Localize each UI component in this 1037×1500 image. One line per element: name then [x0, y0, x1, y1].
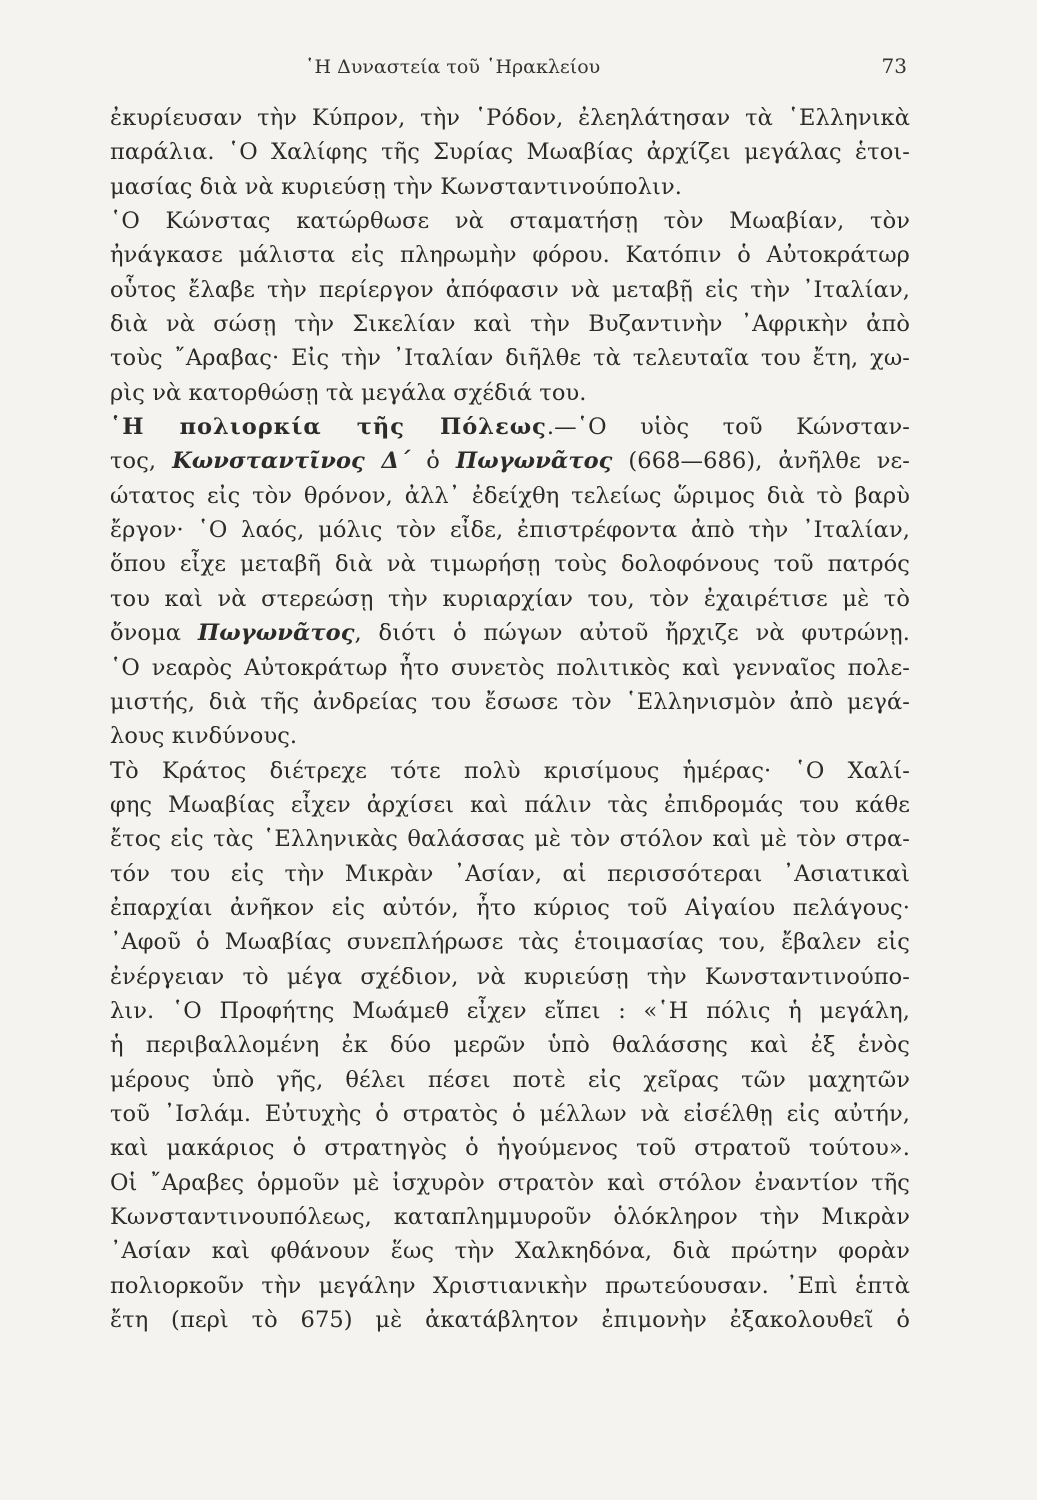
text-line	[110, 238, 910, 272]
text-segment: .—῾Ο υἱὸς τοῦ Κώνσταν-	[546, 414, 910, 441]
text-line	[110, 273, 910, 307]
text-line	[110, 582, 910, 616]
text-line	[110, 1269, 910, 1303]
text-line	[110, 341, 910, 375]
text-segment: μασίας διὰ νὰ κυριεύσῃ τὴν Κωνσταντινούπολιν.	[110, 173, 682, 200]
text-segment: ὁ	[410, 448, 456, 475]
text-segment: φης Μωαβίας εἶχεν ἀρχίσει καὶ πάλιν τὰς ἐπιδρομάς του κάθε	[110, 791, 910, 818]
text-segment: ἐνέργειαν τὸ μέγα σχέδιον, νὰ κυριεύσῃ τὴν Κωνσταντινούπο-	[110, 963, 910, 990]
emphasized-name: Κωνσταντῖνος Δ΄	[172, 448, 411, 475]
text-segment: οὗτος ἔλαβε τὴν περίεργον ἀπόφασιν νὰ μεταβῇ εἰς τὴν ᾿Ιταλίαν,	[110, 276, 910, 303]
text-segment: παράλια. ῾Ο Χαλίφης τῆς Συρίας Μωαβίας ἀρχίζει μεγάλας ἑτοι-	[110, 139, 910, 166]
text-line	[110, 754, 910, 788]
text-line	[110, 376, 910, 410]
text-segment: Οἱ ῎Αραβες ὁρμοῦν μὲ ἰσχυρὸν στρατὸν καὶ στόλον ἐναντίον τῆς	[110, 1169, 910, 1196]
text-line	[110, 513, 910, 547]
emphasized-name: Πωγωνᾶτος	[197, 620, 355, 647]
text-segment: ὄνομα	[110, 620, 198, 647]
text-segment: ἔργον· ῾Ο λαός, μόλις τὸν εἶδε, ἐπιστρέφοντα ἀπὸ τὴν ᾿Ιταλίαν,	[110, 517, 910, 544]
text-segment: (668—686), ἀνῆλθε νε-	[612, 448, 910, 475]
text-segment: ῾Ο Κώνστας κατώρθωσε νὰ σταματήσῃ τὸν Μωαβίαν, τὸν	[110, 208, 910, 235]
text-line	[110, 479, 910, 513]
text-segment: διὰ νὰ σώσῃ τὴν Σικελίαν καὶ τὴν Βυζαντινὴν ᾿Αφρικὴν ἀπὸ	[110, 311, 910, 338]
text-segment: του καὶ νὰ στερεώσῃ τὴν κυριαρχίαν του, τὸν ἐχαιρέτισε μὲ τὸ	[110, 585, 910, 612]
text-segment: λους κινδύνους.	[110, 723, 298, 750]
text-segment: ἐπαρχίαι ἀνῆκον εἰς αὐτόν, ἦτο κύριος τοῦ Αἰγαίου πελάγους·	[110, 894, 910, 921]
body-text	[110, 101, 910, 1337]
text-segment: ρὶς νὰ κατορθώσῃ τὰ μεγάλα σχέδιά του.	[110, 379, 587, 406]
text-segment: , διότι ὁ πώγων αὐτοῦ ἤρχιζε νὰ φυτρώνῃ.	[354, 620, 910, 647]
text-line	[110, 616, 910, 650]
text-segment: πολιορκοῦν τὴν μεγάλην Χριστιανικὴν πρωτεύουσαν. ᾿Επὶ ἑπτὰ	[110, 1272, 910, 1299]
text-line	[110, 822, 910, 856]
text-segment: ώτατος εἰς τὸν θρόνον, ἀλλ᾿ ἐδείχθη τελείως ὥριμος διὰ τὸ βαρὺ	[110, 482, 910, 509]
section-heading: ῾Η πολιορκία τῆς Πόλεως	[110, 414, 547, 441]
text-segment: ἡ περιβαλλομένη ἐκ δύο μερῶν ὑπὸ θαλάσσης καὶ ἐξ ἑνὸς	[110, 1032, 910, 1059]
emphasized-name: Πωγωνᾶτος	[455, 448, 613, 475]
text-segment: ᾿Ασίαν καὶ φθάνουν ἕως τὴν Χαλκηδόνα, διὰ πρώτην φορὰν	[110, 1238, 910, 1265]
text-line	[110, 960, 910, 994]
text-line	[110, 1028, 910, 1062]
text-segment: τοὺς ῎Αραβας· Εἰς τὴν ᾿Ιταλίαν διῆλθε τὰ τελευταῖα του ἔτη, χω-	[110, 345, 910, 372]
text-segment: μέρους ὑπὸ γῆς, θέλει πέσει ποτὲ εἰς χεῖρας τῶν μαχητῶν	[110, 1066, 910, 1093]
text-segment: τοῦ ᾿Ισλάμ. Εὐτυχὴς ὁ στρατὸς ὁ μέλλων νὰ εἰσέλθῃ εἰς αὐτήν,	[110, 1100, 910, 1127]
running-head: ῾Η Δυναστεία τοῦ ῾Ηρακλείου	[305, 56, 601, 78]
text-segment: ὅπου εἶχε μεταβῆ διὰ νὰ τιμωρήσῃ τοὺς δολοφόνους τοῦ πατρός	[110, 551, 910, 578]
text-line	[110, 1200, 910, 1234]
text-line	[110, 1063, 910, 1097]
text-line	[110, 651, 910, 685]
text-segment: μιστής, διὰ τῆς ἀνδρείας του ἔσωσε τὸν ῾Ελληνισμὸν ἀπὸ μεγά-	[110, 688, 910, 715]
text-segment: ἔτος εἰς τὰς ῾Ελληνικὰς θαλάσσας μὲ τὸν στόλον καὶ μὲ τὸν στρα-	[110, 826, 910, 853]
text-line	[110, 994, 910, 1028]
text-line	[110, 204, 910, 238]
text-segment: λιν. ῾Ο Προφήτης Μωάμεθ εἶχεν εἴπει : «῾Η πόλις ἡ μεγάλη,	[110, 997, 910, 1024]
text-line	[110, 135, 910, 169]
page-number: 73	[881, 54, 907, 78]
text-line	[110, 1303, 910, 1337]
text-line	[110, 170, 910, 204]
text-segment: τόν του εἰς τὴν Μικρὰν ᾿Ασίαν, αἱ περισσότεραι ᾿Ασιατικαὶ	[110, 860, 910, 887]
text-line	[110, 410, 910, 444]
text-segment: καὶ μακάριος ὁ στρατηγὸς ὁ ἡγούμενος τοῦ στρατοῦ τούτου».	[110, 1135, 910, 1162]
text-line	[110, 1131, 910, 1165]
text-line	[110, 1097, 910, 1131]
text-line	[110, 891, 910, 925]
text-line	[110, 101, 910, 135]
text-line	[110, 925, 910, 959]
text-line	[110, 857, 910, 891]
text-line	[110, 788, 910, 822]
text-segment: ἐκυρίευσαν τὴν Κύπρον, τὴν ῾Ρόδον, ἐλεηλάτησαν τὰ ῾Ελληνικὰ	[110, 105, 910, 131]
text-line	[110, 444, 910, 478]
text-line	[110, 547, 910, 581]
text-line	[110, 685, 910, 719]
text-segment: ᾿Αφοῦ ὁ Μωαβίας συνεπλήρωσε τὰς ἑτοιμασίας του, ἔβαλεν εἰς	[110, 929, 910, 956]
text-segment: τος,	[110, 448, 173, 475]
text-line	[110, 1234, 910, 1268]
text-line	[110, 719, 910, 753]
text-segment: Τὸ Κράτος διέτρεχε τότε πολὺ κρισίμους ἡμέρας· ῾Ο Χαλί-	[110, 757, 910, 784]
text-segment: ἔτη (περὶ τὸ 675) μὲ ἀκατάβλητον ἐπιμονὴν ἐξακολουθεῖ ὁ	[110, 1307, 910, 1334]
text-segment: ῾Ο νεαρὸς Αὐτοκράτωρ ἦτο συνετὸς πολιτικὸς καὶ γενναῖος πολε-	[110, 654, 910, 681]
text-line	[110, 1166, 910, 1200]
text-segment: Κωνσταντινουπόλεως, καταπλημμυροῦν ὁλόκληρον τὴν Μικρὰν	[110, 1204, 910, 1230]
text-segment: ἠνάγκασε μάλιστα εἰς πληρωμὴν φόρου. Κατόπιν ὁ Αὐτοκράτωρ	[110, 242, 910, 269]
text-line	[110, 307, 910, 341]
